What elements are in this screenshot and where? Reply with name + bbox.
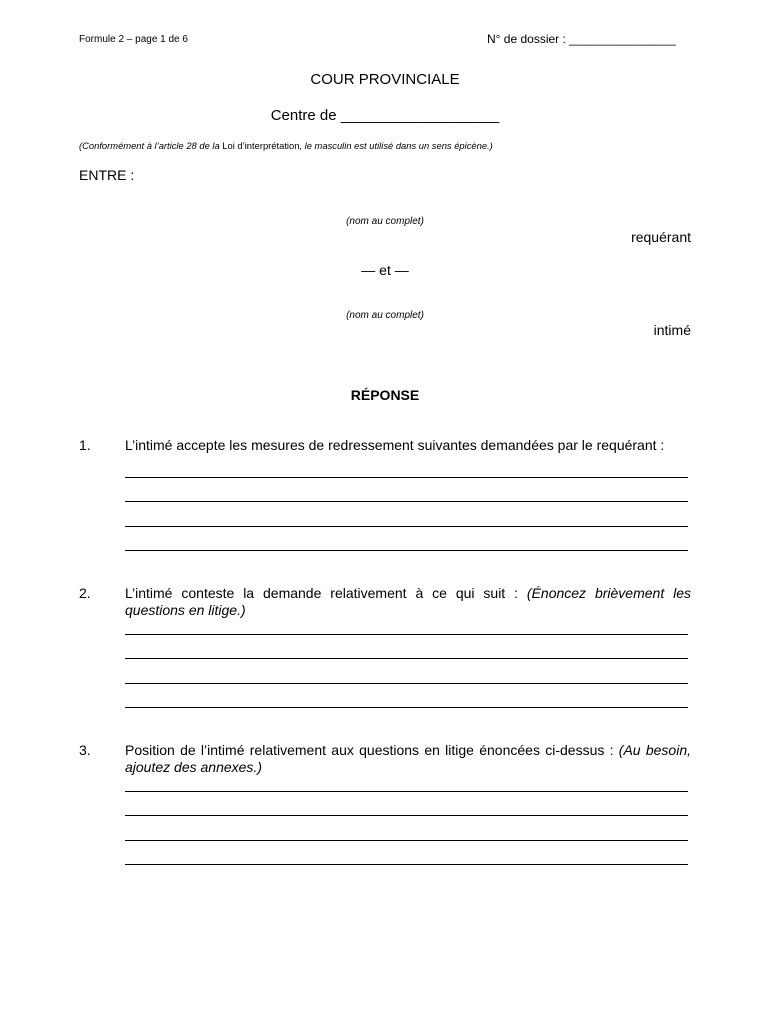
question-3-body: Position de l’intimé relativement aux questions en litige énoncées ci-dessus :	[125, 742, 619, 758]
file-number-field[interactable]: N° de dossier : ________________	[487, 32, 676, 46]
gender-notice	[79, 140, 493, 151]
answer-line[interactable]	[125, 707, 688, 708]
answer-line[interactable]	[125, 477, 688, 478]
question-1-body: L’intimé accepte les mesures de redressement suivantes demandées par le requérant :	[125, 437, 665, 453]
answer-line[interactable]	[125, 683, 688, 684]
answer-line[interactable]	[125, 634, 688, 635]
court-centre-field[interactable]: Centre de ___________________	[270, 107, 500, 124]
document-title: RÉPONSE	[350, 387, 420, 403]
question-3-note: (Au besoin, ajoutez des annexes.)	[125, 742, 691, 775]
answer-line[interactable]	[125, 791, 688, 792]
question-2-note: (Énoncez brièvement les questions en litige.)	[125, 585, 692, 618]
applicant-name-hint: (nom au complet)	[346, 216, 424, 227]
answer-line[interactable]	[125, 501, 688, 502]
and-separator: — et —	[361, 262, 409, 278]
notice-law: Loi d’interprétation	[222, 140, 300, 151]
question-3-text	[125, 742, 691, 776]
applicant-role: requérant	[631, 229, 691, 245]
notice-post: , le masculin est utilisé dans un sens épicène.)	[299, 140, 493, 151]
answer-line[interactable]	[125, 526, 688, 527]
answer-line[interactable]	[125, 550, 688, 551]
question-2-body: L’intimé conteste la demande relativement à ce qui suit :	[125, 585, 527, 601]
answer-line[interactable]	[125, 658, 688, 659]
answer-line[interactable]	[125, 840, 688, 841]
question-2-text	[125, 585, 691, 619]
question-1-text	[125, 437, 691, 454]
respondent-name-hint: (nom au complet)	[346, 310, 424, 321]
court-name: COUR PROVINCIALE	[310, 71, 460, 88]
between-label: ENTRE :	[79, 167, 135, 183]
answer-line[interactable]	[125, 864, 688, 865]
question-3-number: 3.	[79, 742, 91, 758]
answer-line[interactable]	[125, 815, 688, 816]
notice-pre: (Conformément à l’article 28 de la	[79, 140, 223, 151]
question-2-number: 2.	[79, 585, 91, 601]
respondent-role: intimé	[653, 322, 691, 338]
question-1-number: 1.	[79, 437, 91, 453]
form-page-label: Formule 2 – page 1 de 6	[79, 34, 188, 45]
